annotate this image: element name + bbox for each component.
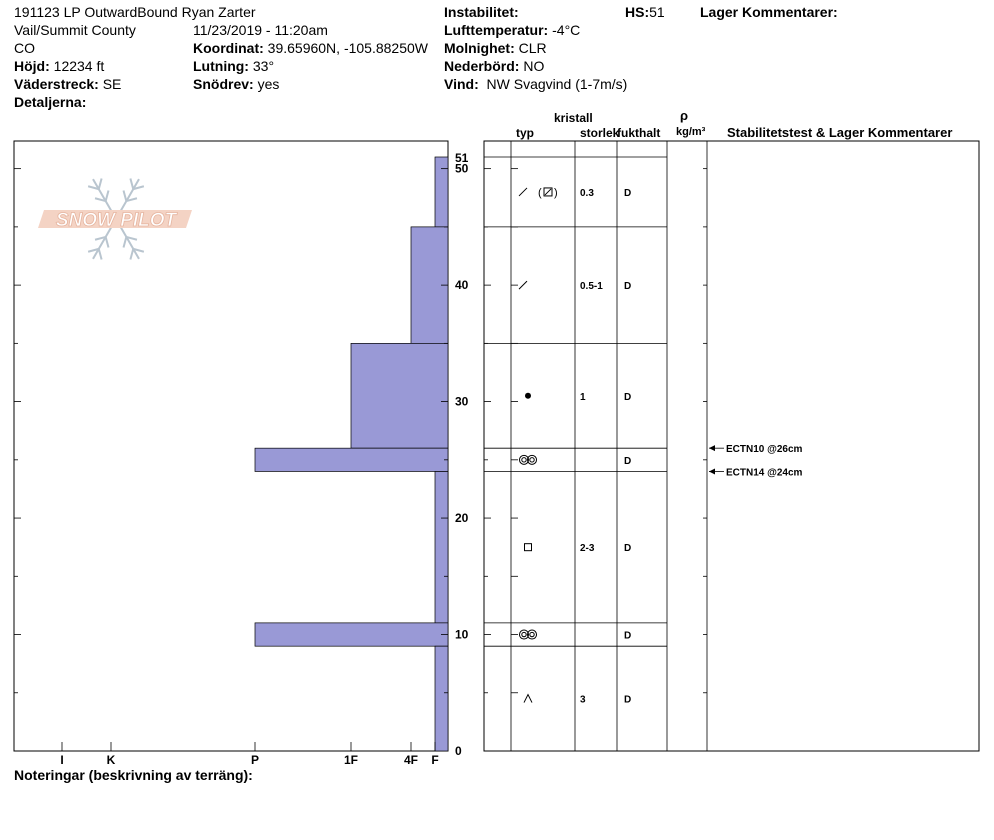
layer-size: 3 bbox=[580, 694, 586, 706]
layer-moisture: D bbox=[624, 630, 632, 642]
hardness-tick-label: 1F bbox=[343, 753, 359, 767]
instability-label: Instabilitet: bbox=[444, 4, 519, 20]
grain-secondary-icon bbox=[538, 187, 558, 199]
box-slash bbox=[545, 189, 551, 195]
test-arrow-icon bbox=[709, 468, 715, 474]
test-arrow-icon bbox=[709, 445, 715, 451]
snowflake-branch bbox=[106, 237, 109, 248]
hardness-tick-label: P bbox=[250, 753, 260, 767]
hardness-bar bbox=[351, 343, 448, 448]
layer-moisture: D bbox=[624, 281, 632, 293]
density-symbol: ρ bbox=[680, 108, 689, 123]
grain-decomposing-icon bbox=[519, 188, 527, 196]
sky-label: Molnighet: bbox=[444, 40, 515, 56]
drift-value: yes bbox=[257, 76, 280, 92]
snowflake-branch bbox=[106, 190, 109, 201]
snowflake-branch bbox=[124, 190, 127, 201]
state: CO bbox=[14, 40, 35, 56]
depth-tick-label: 40 bbox=[455, 278, 469, 293]
snowflake-branch bbox=[124, 237, 127, 248]
precip-label: Nederbörd: bbox=[444, 58, 520, 74]
moisture-header: fukthalt bbox=[617, 126, 661, 140]
hardness-tick-label: F bbox=[431, 753, 439, 767]
layer-size: 1 bbox=[580, 391, 586, 403]
grain-decomposing-icon bbox=[519, 281, 527, 289]
elevation-value: 12234 ft bbox=[53, 58, 105, 74]
wind-label: Vind: bbox=[444, 76, 479, 92]
logo-text: SNOW PILOT bbox=[55, 210, 177, 231]
terrain-notes-label: Noteringar (beskrivning av terräng): bbox=[14, 767, 253, 783]
grain-rounded-icon bbox=[525, 393, 531, 399]
grain-faceted-icon bbox=[525, 544, 532, 551]
airtemp-label: Lufttemperatur: bbox=[444, 22, 549, 38]
size-header: storlek bbox=[580, 126, 620, 140]
depth-tick-label: 10 bbox=[455, 627, 469, 642]
profile-title: 191123 LP OutwardBound Ryan Zarter bbox=[14, 4, 256, 20]
layer-moisture: D bbox=[624, 455, 632, 467]
grain-paren-close: ) bbox=[554, 186, 558, 199]
layer-size: 2-3 bbox=[580, 543, 595, 555]
airtemp-value: -4°C bbox=[552, 22, 581, 38]
elevation-label: Höjd: bbox=[14, 58, 50, 74]
depth-tick-label: 0 bbox=[455, 744, 462, 758]
drift-label: Snödrev: bbox=[193, 76, 254, 92]
top-depth-label: 51 bbox=[455, 151, 469, 165]
precip-value: NO bbox=[523, 58, 545, 74]
hardness-tick-label: K bbox=[106, 753, 116, 767]
crystal-header: kristall bbox=[554, 111, 593, 125]
hardness-bar bbox=[255, 448, 448, 471]
coord-label: Koordinat: bbox=[193, 40, 264, 56]
depth-tick-label: 50 bbox=[455, 161, 469, 176]
grain-paren-open: ( bbox=[538, 186, 542, 199]
snowflake-branch bbox=[99, 178, 102, 189]
snowflake-branch bbox=[130, 249, 133, 260]
hardness-bar bbox=[435, 646, 448, 751]
layer-moisture: D bbox=[624, 694, 632, 706]
stability-header: Stabilitetstest & Lager Kommentarer bbox=[727, 125, 953, 140]
hardness-tick-label: 4F bbox=[403, 753, 419, 767]
density-unit: kg/m³ bbox=[676, 126, 706, 138]
layer-size: 0.5-1 bbox=[580, 281, 603, 293]
stability-test-label: ECTN10 @26cm bbox=[726, 444, 803, 456]
snowpilot-logo bbox=[38, 178, 192, 259]
depth-tick-label: 30 bbox=[455, 394, 469, 409]
grain-melt-freeze-icon bbox=[520, 630, 537, 639]
aspect-label: Väderstreck: bbox=[14, 76, 99, 92]
location: Vail/Summit County bbox=[14, 22, 136, 38]
hardness-bar bbox=[255, 623, 448, 646]
hs-label: HS: bbox=[625, 4, 650, 20]
aspect-value: SE bbox=[102, 76, 122, 92]
hardness-bar bbox=[435, 471, 448, 622]
snowflake-branch bbox=[130, 178, 133, 189]
stability-test-label: ECTN14 @24cm bbox=[726, 467, 803, 479]
layer-moisture: D bbox=[624, 543, 632, 555]
type-header: typ bbox=[516, 126, 534, 140]
slope-value: 33° bbox=[252, 58, 275, 74]
layer-comments-label: Lager Kommentarer: bbox=[700, 4, 838, 20]
layer-moisture: D bbox=[624, 391, 632, 403]
depth-tick-label: 20 bbox=[455, 511, 469, 526]
layer-moisture: D bbox=[624, 187, 632, 199]
grain-melt-freeze-icon bbox=[520, 455, 537, 464]
hardness-tick-label: I bbox=[60, 753, 64, 767]
slope-label: Lutning: bbox=[193, 58, 249, 74]
details-label: Detaljerna: bbox=[14, 94, 87, 110]
layer-size: 0.3 bbox=[580, 187, 594, 199]
datetime: 11/23/2019 - 11:20am bbox=[193, 22, 328, 38]
hs-value: 51 bbox=[649, 4, 665, 20]
wind-value: NW Svagvind (1-7m/s) bbox=[486, 76, 628, 92]
sky-value: CLR bbox=[518, 40, 547, 56]
snowflake-branch bbox=[99, 249, 102, 260]
coord-value: 39.65960N, -105.88250W bbox=[267, 40, 428, 56]
hardness-bar bbox=[435, 157, 448, 227]
grain-depth-hoar-icon bbox=[524, 695, 532, 703]
